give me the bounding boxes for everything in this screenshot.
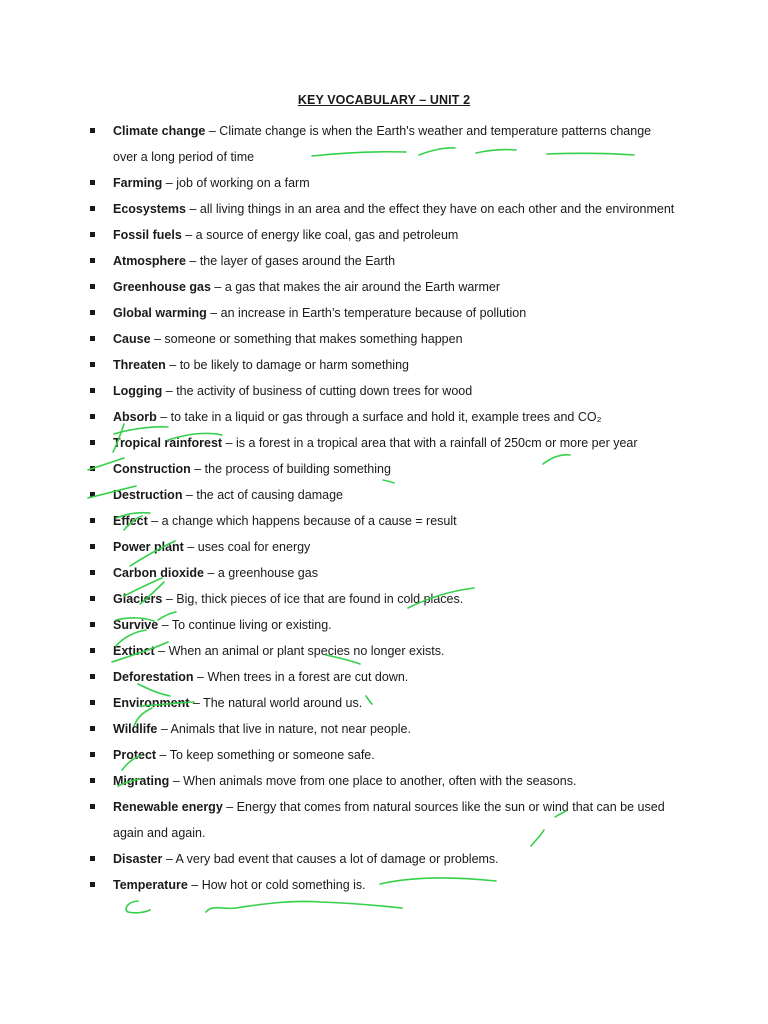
- vocabulary-definition: – job of working on a farm: [162, 176, 310, 190]
- vocabulary-term: Glaciers: [113, 592, 163, 606]
- vocabulary-term: Environment: [113, 696, 190, 710]
- vocabulary-definition: – How hot or cold something is.: [187, 878, 366, 892]
- square-bullet-icon: [90, 206, 95, 211]
- vocabulary-item: [0, 196, 768, 222]
- vocabulary-definition: – Animals that live in nature, not near people.: [157, 722, 411, 736]
- vocabulary-item: [0, 794, 768, 846]
- square-bullet-icon: [90, 388, 95, 393]
- vocabulary-item: [0, 612, 768, 638]
- vocabulary-item: [0, 664, 768, 690]
- vocabulary-definition: – Climate change is when the Earth's weather and temperature patterns change: [205, 124, 652, 138]
- vocabulary-line: [0, 118, 768, 144]
- square-bullet-icon: [90, 258, 95, 263]
- vocabulary-term: Logging: [113, 384, 163, 398]
- vocabulary-line: [0, 482, 768, 508]
- vocabulary-term: Deforestation: [113, 670, 194, 684]
- vocabulary-line: [0, 794, 768, 820]
- vocabulary-term: Tropical rainforest: [113, 436, 223, 450]
- vocabulary-line: [0, 378, 768, 404]
- square-bullet-icon: [90, 544, 95, 549]
- vocabulary-term: Construction: [113, 462, 191, 476]
- vocabulary-term: Carbon dioxide: [113, 566, 204, 580]
- vocabulary-item: [0, 508, 768, 534]
- vocabulary-term: Destruction: [113, 488, 183, 502]
- vocabulary-line: [0, 586, 768, 612]
- square-bullet-icon: [90, 882, 95, 887]
- vocabulary-line: [0, 456, 768, 482]
- vocabulary-term: Absorb: [113, 410, 157, 424]
- vocabulary-item: [0, 768, 768, 794]
- vocabulary-definition: – When an animal or plant species no longer exists.: [154, 644, 445, 658]
- vocabulary-item: [0, 118, 768, 170]
- square-bullet-icon: [90, 804, 95, 809]
- vocabulary-line: [0, 248, 768, 274]
- square-bullet-icon: [90, 752, 95, 757]
- square-bullet-icon: [90, 856, 95, 861]
- vocabulary-line: [0, 560, 768, 586]
- vocabulary-definition: – The natural world around us.: [189, 696, 363, 710]
- square-bullet-icon: [90, 440, 95, 445]
- vocabulary-definition: – a greenhouse gas: [203, 566, 318, 580]
- vocabulary-line: [0, 404, 768, 430]
- vocabulary-definition: – a gas that makes the air around the Earth warmer: [210, 280, 500, 294]
- vocabulary-item: [0, 534, 768, 560]
- vocabulary-line: [0, 768, 768, 794]
- vocabulary-definition: – To continue living or existing.: [158, 618, 332, 632]
- vocabulary-list: [0, 118, 768, 898]
- vocabulary-term: Climate change: [113, 124, 206, 138]
- vocabulary-item: [0, 404, 768, 430]
- vocabulary-item: [0, 586, 768, 612]
- square-bullet-icon: [90, 180, 95, 185]
- vocabulary-line: [0, 612, 768, 638]
- vocabulary-term: Temperature: [113, 878, 188, 892]
- vocabulary-definition: – a change which happens because of a cause = result: [147, 514, 457, 528]
- square-bullet-icon: [90, 492, 95, 497]
- square-bullet-icon: [90, 570, 95, 575]
- vocabulary-definition-continuation: again and again.: [113, 826, 206, 840]
- vocabulary-line: [0, 846, 768, 872]
- vocabulary-line: [0, 690, 768, 716]
- vocabulary-term: Extinct: [113, 644, 155, 658]
- vocabulary-term: Protect: [113, 748, 157, 762]
- vocabulary-definition: – Big, thick pieces of ice that are found in cold places.: [162, 592, 464, 606]
- vocabulary-term: Survive: [113, 618, 159, 632]
- vocabulary-item: [0, 274, 768, 300]
- vocabulary-definition: – to be likely to damage or harm something: [165, 358, 409, 372]
- annotation-underline: [206, 901, 402, 912]
- square-bullet-icon: [90, 232, 95, 237]
- vocabulary-term: Power plant: [113, 540, 184, 554]
- vocabulary-item: [0, 846, 768, 872]
- vocabulary-item: [0, 378, 768, 404]
- vocabulary-term: Farming: [113, 176, 163, 190]
- vocabulary-term: Global warming: [113, 306, 207, 320]
- vocabulary-item: [0, 300, 768, 326]
- vocabulary-term: Renewable energy: [113, 800, 223, 814]
- vocabulary-item: [0, 430, 768, 456]
- vocabulary-item: [0, 248, 768, 274]
- vocabulary-line: [0, 664, 768, 690]
- vocabulary-item: [0, 326, 768, 352]
- vocabulary-item: [0, 482, 768, 508]
- vocabulary-line: [0, 638, 768, 664]
- square-bullet-icon: [90, 414, 95, 419]
- vocabulary-line: [0, 222, 768, 248]
- vocabulary-item: [0, 716, 768, 742]
- vocabulary-term: Ecosystems: [113, 202, 186, 216]
- vocabulary-definition: – a source of energy like coal, gas and petroleum: [181, 228, 459, 242]
- vocabulary-line: [0, 716, 768, 742]
- vocabulary-term: Cause: [113, 332, 151, 346]
- vocabulary-definition: – the act of causing damage: [182, 488, 343, 502]
- vocabulary-item: [0, 560, 768, 586]
- square-bullet-icon: [90, 362, 95, 367]
- vocabulary-item: [0, 638, 768, 664]
- vocabulary-definition: – is a forest in a tropical area that with a rainfall of 250cm or more per year: [222, 436, 638, 450]
- vocabulary-definition: – the process of building something: [190, 462, 391, 476]
- page-title: KEY VOCABULARY – UNIT 2: [297, 93, 471, 107]
- vocabulary-term: Migrating: [113, 774, 170, 788]
- square-bullet-icon: [90, 466, 95, 471]
- vocabulary-item: [0, 352, 768, 378]
- vocabulary-term: Fossil fuels: [113, 228, 182, 242]
- vocabulary-definition: – all living things in an area and the effect they have on each other and the environment: [185, 202, 675, 216]
- vocabulary-definition: – an increase in Earth’s temperature because of pollution: [206, 306, 527, 320]
- vocabulary-line: [0, 300, 768, 326]
- vocabulary-line: [0, 742, 768, 768]
- square-bullet-icon: [90, 518, 95, 523]
- vocabulary-definition: – When animals move from one place to another, often with the seasons.: [169, 774, 577, 788]
- square-bullet-icon: [90, 284, 95, 289]
- vocabulary-item: [0, 872, 768, 898]
- vocabulary-item: [0, 690, 768, 716]
- vocabulary-line: [0, 274, 768, 300]
- square-bullet-icon: [90, 726, 95, 731]
- vocabulary-line: [0, 872, 768, 898]
- vocabulary-definition: – the layer of gases around the Earth: [185, 254, 396, 268]
- vocabulary-term: Greenhouse gas: [113, 280, 211, 294]
- vocabulary-term: Threaten: [113, 358, 166, 372]
- square-bullet-icon: [90, 700, 95, 705]
- vocabulary-line: [0, 170, 768, 196]
- vocabulary-line: [0, 430, 768, 456]
- square-bullet-icon: [90, 310, 95, 315]
- vocabulary-term: Wildlife: [113, 722, 158, 736]
- vocabulary-item: [0, 742, 768, 768]
- vocabulary-term: Disaster: [113, 852, 163, 866]
- vocabulary-definition: – uses coal for energy: [183, 540, 311, 554]
- vocabulary-definition: – to take in a liquid or gas through a surface and hold it, example trees and CO₂: [156, 410, 602, 424]
- square-bullet-icon: [90, 128, 95, 133]
- vocabulary-line: [0, 326, 768, 352]
- vocabulary-definition: – To keep something or someone safe.: [156, 748, 375, 762]
- vocabulary-term: Effect: [113, 514, 148, 528]
- vocabulary-line: [0, 534, 768, 560]
- vocabulary-line: [0, 508, 768, 534]
- vocabulary-definition: – When trees in a forest are cut down.: [193, 670, 409, 684]
- vocabulary-line: [0, 196, 768, 222]
- vocabulary-definition-continuation: over a long period of time: [113, 150, 255, 164]
- vocabulary-definition: – Energy that comes from natural sources like the sun or wind that can be used: [222, 800, 665, 814]
- vocabulary-definition: – someone or something that makes something happen: [150, 332, 463, 346]
- vocabulary-item: [0, 170, 768, 196]
- vocabulary-term: Atmosphere: [113, 254, 186, 268]
- square-bullet-icon: [90, 596, 95, 601]
- square-bullet-icon: [90, 336, 95, 341]
- square-bullet-icon: [90, 778, 95, 783]
- vocabulary-line: [0, 352, 768, 378]
- vocabulary-item: [0, 222, 768, 248]
- vocabulary-definition: – the activity of business of cutting down trees for wood: [162, 384, 473, 398]
- square-bullet-icon: [90, 674, 95, 679]
- annotation-mark: [126, 901, 150, 913]
- vocabulary-item: [0, 456, 768, 482]
- square-bullet-icon: [90, 622, 95, 627]
- vocabulary-definition: – A very bad event that causes a lot of damage or problems.: [162, 852, 499, 866]
- square-bullet-icon: [90, 648, 95, 653]
